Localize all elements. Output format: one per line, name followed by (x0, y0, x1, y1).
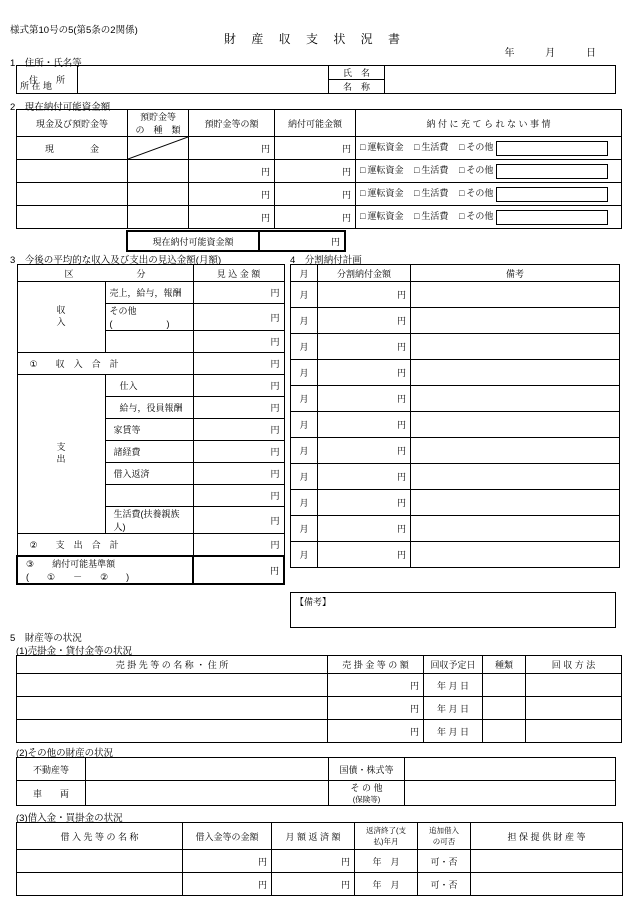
plan-row-7-note[interactable] (411, 438, 620, 464)
expense-row-4-label: 諸経費 (105, 441, 193, 463)
table-row (17, 720, 622, 743)
plan-row-4-month[interactable]: 月 (291, 360, 318, 386)
table-row (17, 850, 623, 873)
plan-row-3-note[interactable] (411, 334, 620, 360)
installment-plan-table (290, 264, 620, 568)
funds-header-type-l2: の 種 類 (135, 125, 181, 135)
table-row (17, 160, 622, 183)
funds-row1-amount[interactable]: 円 (189, 137, 275, 160)
funds-row3-amount[interactable]: 円 (189, 183, 275, 206)
funds-row3-payable[interactable]: 円 (275, 183, 356, 206)
funds-row4-reasons[interactable] (356, 206, 622, 229)
plan-row-5-note[interactable] (411, 386, 620, 412)
plan-row-3-month[interactable]: 月 (291, 334, 318, 360)
plan-header-row (291, 265, 620, 282)
plan-row-1-amount[interactable]: 円 (318, 282, 411, 308)
other-assets-label-l2: (保険等) (352, 795, 381, 804)
section-2-heading: 2 現在納付可能資金額 (10, 102, 111, 113)
section-1-table-wrap (16, 65, 616, 94)
funds-row4-payable[interactable]: 円 (275, 206, 356, 229)
loans-header-monthly: 月 額 返 済 額 (272, 823, 355, 850)
receivables-row-3-kind[interactable] (483, 720, 526, 743)
table-row (291, 282, 620, 308)
loans-row-2-amount[interactable]: 円 (183, 873, 272, 896)
checkbox-seikatsu-1[interactable]: □ (413, 142, 420, 153)
table-row (17, 674, 622, 697)
table-row (17, 697, 622, 720)
receivables-row-2-kind[interactable] (483, 697, 526, 720)
other-assets-table-wrap (16, 757, 616, 806)
plan-row-2-note[interactable] (411, 308, 620, 334)
plan-row-9-note[interactable] (411, 490, 620, 516)
section-3-heading: 3 今後の平均的な収入及び支出の見込金額(月額) (10, 255, 222, 266)
table-row (291, 308, 620, 334)
income-total-label: ① 収 入 合 計 (17, 353, 193, 375)
address-label-line1: 住 所 (28, 75, 65, 85)
date-line: 年 月 日 (504, 48, 610, 59)
funds-row2-type[interactable] (128, 160, 189, 183)
expense-row-7-label: 生活費(扶養親族 人) (105, 507, 193, 534)
funds-header-type-l1: 預貯金等 (139, 112, 176, 122)
funds-row4-amount[interactable]: 円 (189, 206, 275, 229)
funds-row3-cash-label[interactable] (17, 183, 128, 206)
plan-row-10-note[interactable] (411, 516, 620, 542)
section-5-sub3-heading: (3)借入金・買掛金の状況 (16, 813, 123, 824)
receivables-header-amount: 売 掛 金 等 の 額 (328, 656, 424, 674)
income-row-1-label: 売上，給与，報酬 (105, 282, 193, 304)
receivables-row-2-amount[interactable]: 円 (328, 697, 424, 720)
checkbox-unten-4[interactable]: □ (360, 211, 366, 222)
other-assets-label-l1: そ の 他 (350, 783, 383, 793)
funds-row4-type[interactable] (128, 206, 189, 229)
income-row-3-label[interactable] (105, 331, 193, 353)
reason-note-2[interactable] (496, 164, 608, 179)
table-row (291, 516, 620, 542)
table-row (17, 781, 616, 806)
checkbox-unten-1[interactable]: □ (360, 142, 366, 153)
form-number: 様式第10号の5(第5条の2関係) (10, 25, 138, 36)
income-total-row (17, 353, 284, 375)
loans-row-2-monthly[interactable]: 円 (272, 873, 355, 896)
funds-total-wrap (126, 230, 346, 252)
reason-note-1[interactable] (496, 141, 608, 156)
section-4-heading: 4 分割納付計画 (290, 255, 362, 266)
table-row (17, 282, 284, 304)
funds-row1-reasons[interactable] (356, 137, 622, 160)
table-row (17, 206, 622, 229)
reason-label-4-2: 生活費 (421, 211, 449, 222)
table-row (17, 873, 623, 896)
receivables-row-1-amount[interactable]: 円 (328, 674, 424, 697)
receivables-header-row (17, 656, 622, 674)
expense-row-5-amount[interactable]: 円 (193, 463, 284, 485)
loans-header-additional-l2: の可否 (432, 837, 456, 846)
plan-row-6-amount[interactable]: 円 (318, 412, 411, 438)
plan-row-7-month[interactable]: 月 (291, 438, 318, 464)
table-row (17, 758, 616, 781)
plan-row-1-note[interactable] (411, 282, 620, 308)
plan-row-4-amount[interactable]: 円 (318, 360, 411, 386)
receivables-header-date: 回収予定日 (424, 656, 483, 674)
remarks-wrap (290, 592, 616, 628)
address-label-line2: 所 在 地 (20, 81, 53, 91)
receivables-row-2-method[interactable] (526, 697, 622, 720)
income-group-label (17, 282, 105, 353)
expense-total-amount[interactable]: 円 (193, 534, 284, 557)
other-assets-table (16, 757, 616, 806)
loans-header-end-l2: 払)年月 (373, 837, 399, 846)
loans-row-1-monthly[interactable]: 円 (272, 850, 355, 873)
table-row (17, 183, 622, 206)
receivables-row-1-method[interactable] (526, 674, 622, 697)
loans-row-1-end[interactable]: 年 月 (355, 850, 418, 873)
plan-row-11-amount[interactable]: 円 (318, 542, 411, 568)
plan-row-6-month[interactable]: 月 (291, 412, 318, 438)
expense-row-4-amount[interactable]: 円 (193, 441, 284, 463)
funds-row1-payable[interactable]: 円 (275, 137, 356, 160)
receivables-header-method: 回 収 方 法 (526, 656, 622, 674)
table-row (17, 137, 622, 160)
loans-row-2-name[interactable] (17, 873, 183, 896)
receivables-row-1-kind[interactable] (483, 674, 526, 697)
remarks-box[interactable] (291, 593, 616, 628)
loans-row-1-amount[interactable]: 円 (183, 850, 272, 873)
receivables-row-1-name[interactable] (17, 674, 328, 697)
plan-row-2-amount[interactable]: 円 (318, 308, 411, 334)
ie-header-category: 区 分 (17, 265, 193, 282)
ie-header-amount: 見 込 金 額 (193, 265, 284, 282)
checkbox-sonota-2[interactable]: □ (458, 165, 465, 176)
funds-header-type (128, 110, 189, 137)
reason-label-3-3: その他 (466, 188, 494, 199)
plan-row-5-amount[interactable]: 円 (318, 386, 411, 412)
reason-label-2-1: 運転資金 (367, 165, 404, 176)
plan-row-10-amount[interactable]: 円 (318, 516, 411, 542)
funds-row2-amount[interactable]: 円 (189, 160, 275, 183)
table-row (291, 438, 620, 464)
loans-header-end (355, 823, 418, 850)
funds-row3-type[interactable] (128, 183, 189, 206)
base-amount-row (17, 556, 284, 584)
expense-row-2-amount[interactable]: 円 (193, 397, 284, 419)
funds-table (16, 109, 622, 229)
loans-header-row (17, 823, 623, 850)
receivables-header-kind: 種類 (483, 656, 526, 674)
expense-row-5-label: 借入返済 (105, 463, 193, 485)
funds-row2-payable[interactable]: 円 (275, 160, 356, 183)
funds-row2-reasons[interactable] (356, 160, 622, 183)
section-5-heading: 5 財産等の状況 (10, 633, 82, 644)
plan-row-11-month[interactable]: 月 (291, 542, 318, 568)
other-assets-label (329, 781, 405, 806)
funds-row2-cash-label[interactable] (17, 160, 128, 183)
plan-row-9-month[interactable]: 月 (291, 490, 318, 516)
reason-label-3-2: 生活費 (421, 188, 449, 199)
funds-header-row (17, 110, 622, 137)
expense-row-6-amount[interactable]: 円 (193, 485, 284, 507)
section-4-table-wrap (290, 264, 620, 568)
section-1-heading: 1 住所・氏名等 (10, 58, 82, 69)
checkbox-sonota-4[interactable]: □ (458, 211, 465, 222)
loans-row-2-end[interactable]: 年 月 (355, 873, 418, 896)
expense-row-3-label: 家賃等 (105, 419, 193, 441)
address-value[interactable] (78, 66, 329, 94)
vehicle-value[interactable] (86, 781, 329, 806)
expense-row-3-amount[interactable]: 円 (193, 419, 284, 441)
section-5-sub2-heading: (2)その他の財産の状況 (16, 748, 114, 759)
remarks-table (290, 592, 616, 628)
plan-row-4-note[interactable] (411, 360, 620, 386)
checkbox-unten-3[interactable]: □ (360, 188, 366, 199)
receivables-row-3-method[interactable] (526, 720, 622, 743)
name-label-line1: 氏 名 (329, 66, 385, 80)
ie-header-row (17, 265, 284, 282)
plan-header-amount: 分割納付金額 (318, 265, 411, 282)
checkbox-seikatsu-2[interactable]: □ (413, 165, 420, 176)
table-row (291, 490, 620, 516)
vehicle-label: 車 両 (17, 781, 86, 806)
section-3-table-wrap (16, 264, 285, 585)
checkbox-seikatsu-4[interactable]: □ (413, 211, 420, 222)
loans-header-collateral: 担 保 提 供 財 産 等 (471, 823, 623, 850)
loans-header-name: 借 入 先 等 の 名 称 (17, 823, 183, 850)
receivables-row-3-name[interactable] (17, 720, 328, 743)
reason-label-4-3: その他 (466, 211, 494, 222)
table-row (291, 542, 620, 568)
bonds-stocks-label: 国債・株式等 (329, 758, 405, 781)
funds-row1-type[interactable] (128, 137, 189, 160)
plan-row-1-month[interactable]: 月 (291, 282, 318, 308)
page-title: 財 産 収 支 状 況 書 (223, 32, 406, 46)
plan-header-note: 備考 (411, 265, 620, 282)
expense-row-1-amount[interactable]: 円 (193, 375, 284, 397)
base-amount-label-l1: ③ 納付可能基準額 (26, 559, 116, 569)
name-label-line2: 名 称 (329, 80, 385, 94)
loans-table (16, 822, 623, 896)
section-2-table-wrap (16, 109, 622, 229)
plan-row-7-amount[interactable]: 円 (318, 438, 411, 464)
plan-row-5-month[interactable]: 月 (291, 386, 318, 412)
table-row (17, 375, 284, 397)
receivables-row-3-date[interactable]: 年 月 日 (424, 720, 483, 743)
expense-total-row (17, 534, 284, 557)
income-row-1-amount[interactable]: 円 (193, 282, 284, 304)
loans-row-1-collateral[interactable] (471, 850, 623, 873)
receivables-row-3-amount[interactable]: 円 (328, 720, 424, 743)
income-total-amount[interactable]: 円 (193, 353, 284, 375)
plan-header-month: 月 (291, 265, 318, 282)
reason-label-3-1: 運転資金 (367, 188, 404, 199)
checkbox-sonota-1[interactable]: □ (458, 142, 465, 153)
base-amount-label (17, 556, 193, 584)
reason-note-4[interactable] (496, 210, 608, 225)
income-row-3-amount[interactable]: 円 (193, 331, 284, 353)
bonds-stocks-value[interactable] (405, 758, 616, 781)
funds-total-table (126, 230, 346, 252)
reason-label-1-1: 運転資金 (367, 142, 404, 153)
table-row (291, 412, 620, 438)
plan-row-8-note[interactable] (411, 464, 620, 490)
loans-table-wrap (16, 822, 623, 896)
base-amount-label-l2: ( ① － ② ) (26, 572, 130, 582)
plan-row-11-note[interactable] (411, 542, 620, 568)
receivables-table-wrap (16, 655, 622, 743)
table-row (291, 360, 620, 386)
plan-row-3-amount[interactable]: 円 (318, 334, 411, 360)
funds-row4-cash-label[interactable] (17, 206, 128, 229)
expense-group-label (17, 375, 105, 534)
real-estate-label: 不動産等 (17, 758, 86, 781)
table-row (291, 464, 620, 490)
reason-label-2-2: 生活費 (421, 165, 449, 176)
receivables-row-1-date[interactable]: 年 月 日 (424, 674, 483, 697)
expense-row-7-amount[interactable]: 円 (193, 507, 284, 534)
checkbox-sonota-3[interactable]: □ (458, 188, 465, 199)
table-row (291, 386, 620, 412)
funds-header-payable: 納付可能金額 (275, 110, 356, 137)
income-row-2-amount[interactable]: 円 (193, 304, 284, 331)
funds-total-value[interactable]: 円 (259, 231, 345, 251)
name-value[interactable] (385, 66, 616, 94)
loans-row-2-additional[interactable]: 可・否 (418, 873, 471, 896)
expense-row-6-label[interactable] (105, 485, 193, 507)
receivables-table (16, 655, 622, 743)
expense-row-2-label: 給与，役員報酬 (105, 397, 193, 419)
expense-group-label-text: 支出 (55, 442, 66, 466)
income-expense-table (16, 264, 285, 585)
funds-total-label: 現在納付可能資金額 (127, 231, 259, 251)
funds-row1-cash-label: 現 金 (17, 137, 128, 160)
base-amount-value[interactable]: 円 (193, 556, 284, 584)
loans-header-additional (418, 823, 471, 850)
real-estate-value[interactable] (86, 758, 329, 781)
reason-label-2-3: その他 (466, 165, 494, 176)
plan-row-9-amount[interactable]: 円 (318, 490, 411, 516)
receivables-row-2-name[interactable] (17, 697, 328, 720)
checkbox-unten-2[interactable]: □ (360, 165, 366, 176)
remarks-label: 【備考】 (295, 597, 332, 607)
checkbox-seikatsu-3[interactable]: □ (413, 188, 420, 199)
plan-row-8-amount[interactable]: 円 (318, 464, 411, 490)
receivables-row-2-date[interactable]: 年 月 日 (424, 697, 483, 720)
loans-row-2-collateral[interactable] (471, 873, 623, 896)
reason-label-1-3: その他 (466, 142, 494, 153)
plan-row-2-month[interactable]: 月 (291, 308, 318, 334)
section-5-sub1-heading: (1)売掛金・貸付金等の状況 (16, 646, 133, 657)
loans-row-1-name[interactable] (17, 850, 183, 873)
loans-header-amount: 借入金等の金額 (183, 823, 272, 850)
expense-total-label: ② 支 出 合 計 (17, 534, 193, 557)
reason-label-1-2: 生活費 (421, 142, 449, 153)
reason-note-3[interactable] (496, 187, 608, 202)
income-group-label-text: 収入 (55, 305, 66, 329)
funds-header-amount: 預貯金等の額 (189, 110, 275, 137)
table-row (291, 334, 620, 360)
plan-row-8-month[interactable]: 月 (291, 464, 318, 490)
plan-row-10-month[interactable]: 月 (291, 516, 318, 542)
address-name-table (16, 65, 616, 94)
expense-row-1-label: 仕入 (105, 375, 193, 397)
plan-row-6-note[interactable] (411, 412, 620, 438)
other-assets-value[interactable] (405, 781, 616, 806)
funds-header-cash: 現金及び預貯金等 (17, 110, 128, 137)
receivables-header-name: 売 掛 先 等 の 名 称 ・ 住 所 (17, 656, 328, 674)
income-row-2-label[interactable]: その他( ) (105, 304, 193, 331)
reason-label-4-1: 運転資金 (367, 211, 404, 222)
funds-row3-reasons[interactable] (356, 183, 622, 206)
loans-row-1-additional[interactable]: 可・否 (418, 850, 471, 873)
loans-header-additional-l1: 追加借入 (429, 826, 459, 835)
loans-header-end-l1: 返済終了(支 (366, 826, 406, 835)
funds-header-reason: 納 付 に 充 て ら れ な い 事 情 (356, 110, 622, 137)
diagonal-slash-icon (128, 137, 188, 159)
